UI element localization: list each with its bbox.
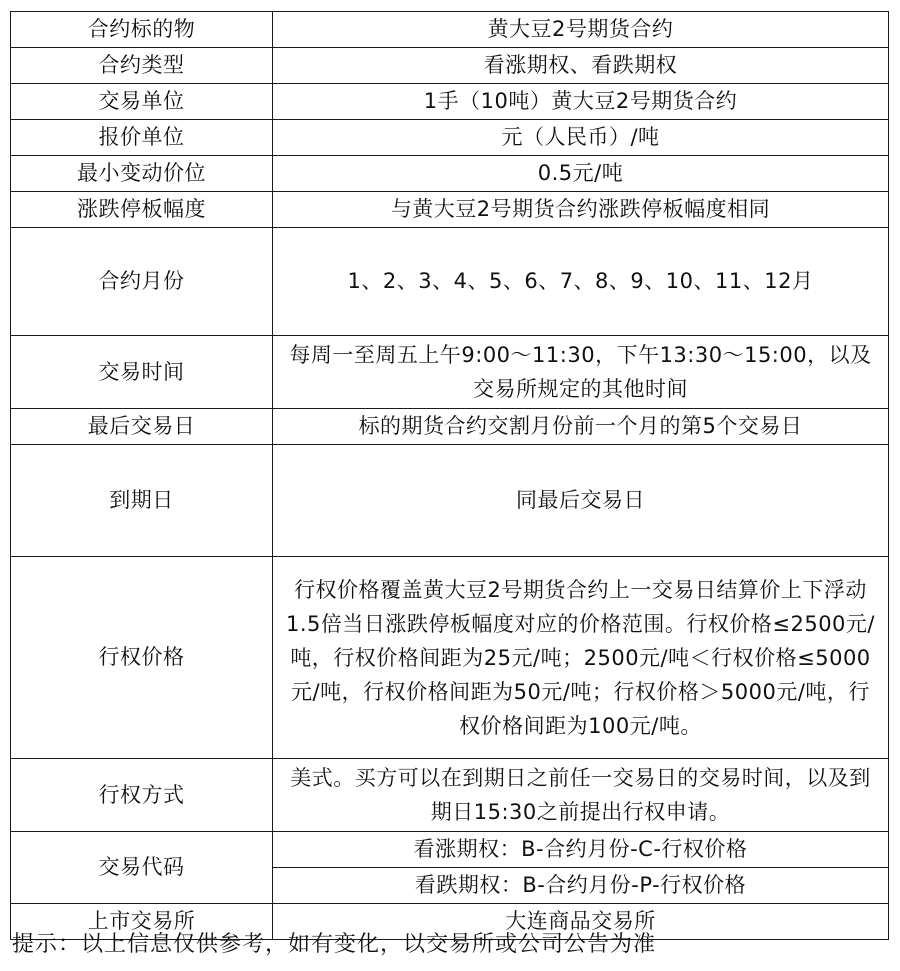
row-key: 交易时间 [11, 336, 273, 409]
disclaimer-note: 提示：以上信息仅供参考，如有变化，以交易所或公司公告为准 [12, 932, 657, 957]
row-value: 每周一至周五上午9:00～11:30，下午13:30～15:00，以及交易所规定的其他时间 [273, 336, 889, 409]
table-row [11, 192, 889, 228]
table-row [11, 156, 889, 192]
row-key: 报价单位 [11, 120, 273, 156]
row-value: 标的期货合约交割月份前一个月的第5个交易日 [273, 409, 889, 445]
row-value: 看涨期权、看跌期权 [273, 48, 889, 84]
row-value: 与黄大豆2号期货合约涨跌停板幅度相同 [273, 192, 889, 228]
row-key: 行权方式 [11, 759, 273, 832]
row-key: 交易单位 [11, 84, 273, 120]
row-value: 黄大豆2号期货合约 [273, 12, 889, 48]
table-row [11, 48, 889, 84]
row-key: 上市交易所 [11, 904, 273, 940]
row-value: 元（人民币）/吨 [273, 120, 889, 156]
row-value: 同最后交易日 [273, 445, 889, 557]
row-key: 涨跌停板幅度 [11, 192, 273, 228]
table-row [11, 557, 889, 759]
row-value: 1、2、3、4、5、6、7、8、9、10、11、12月 [273, 228, 889, 336]
row-value: 行权价格覆盖黄大豆2号期货合约上一交易日结算价上下浮动1.5倍当日涨跌停板幅度对应的价格范围。行权价格≤2500元/吨，行权价格间距为25元/吨；2500元/吨＜行权价格≤5000元/吨，行权价格间距为50元/吨；行权价格＞5000元/吨，行权价格间距为100元/吨。 [273, 557, 889, 759]
table-row [11, 336, 889, 409]
row-value: 大连商品交易所 [273, 904, 889, 940]
table-row [11, 120, 889, 156]
row-key: 最后交易日 [11, 409, 273, 445]
row-value: 1手（10吨）黄大豆2号期货合约 [273, 84, 889, 120]
table-row [11, 12, 889, 48]
row-key: 到期日 [11, 445, 273, 557]
row-value: 美式。买方可以在到期日之前任一交易日的交易时间，以及到期日15:30之前提出行权申请。 [273, 759, 889, 832]
row-value-call: 看涨期权：B-合约月份-C-行权价格 [273, 832, 889, 868]
table-row [11, 409, 889, 445]
row-key: 合约标的物 [11, 12, 273, 48]
row-key: 交易代码 [11, 832, 273, 904]
row-key: 合约月份 [11, 228, 273, 336]
contract-spec-table [10, 11, 889, 940]
row-value-put: 看跌期权：B-合约月份-P-行权价格 [273, 868, 889, 904]
table-row [11, 759, 889, 832]
row-key: 行权价格 [11, 557, 273, 759]
row-key: 最小变动价位 [11, 156, 273, 192]
table-row [11, 832, 889, 868]
row-value: 0.5元/吨 [273, 156, 889, 192]
row-key: 合约类型 [11, 48, 273, 84]
table-row [11, 445, 889, 557]
table-row [11, 84, 889, 120]
table-row [11, 228, 889, 336]
